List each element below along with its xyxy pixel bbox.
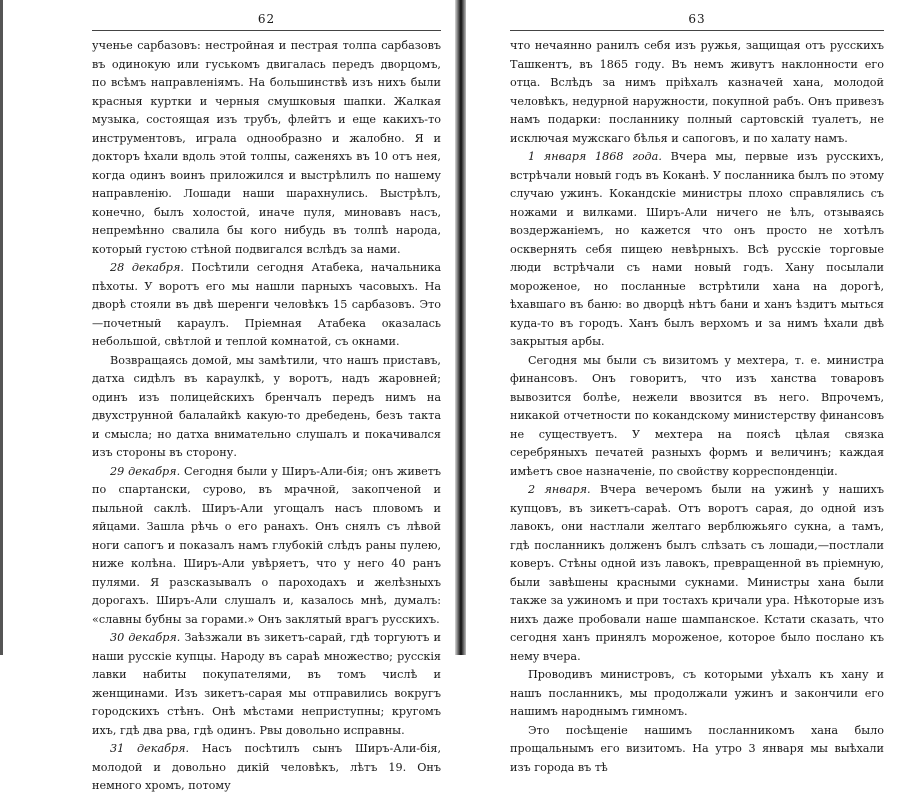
paragraph [510,722,884,778]
paragraph-text: Это посѣщеніе нашимъ посланникомъ хана было прощальнымъ его визитомъ. На утро 3 января мы выѣхали изъ города въ тѣ [510,723,884,774]
left-page-number: 62 [257,12,276,26]
paragraph-text: Насъ посѣтилъ сынъ Ширъ-Али-бія, молодой и довольно дикій человѣкъ, лѣтъ 19. Онъ немного хромъ, потому [92,742,441,792]
paragraph [92,463,441,630]
entry-date: 2 января. [528,483,591,496]
paragraph-text: Посѣтили сегодня Атабека, начальника пѣхоты. У воротъ его мы нашли парныхъ часовыхъ. На дворѣ стояли въ двѣ шеренги человѣкъ 15 сарбазовъ. Это—почетный караулъ. Пріемная Атабека оказалась небольшой, свѣтлой и теплой комнатой, съ окнами. [92,261,441,348]
paragraph [92,740,441,796]
paragraph-text: что нечаянно ранилъ себя изъ ружья, защищая отъ русскихъ Ташкентъ, въ 1865 году. Въ немъ живутъ наклонности его отца. Вслѣдъ за нимъ пріѣхалъ казначей хана, молодой человѣкъ, недурной наружности, покупной рабъ. Онъ привезъ намъ подарки: посланнику полный сартовскій туалетъ, не исключая мужскаго бѣлья и сапоговъ, и по халату намъ. [510,39,884,145]
paragraph-text: Вчера мы, первые изъ русскихъ, встрѣчали новый годъ въ Коканѣ. У посланника былъ по этому случаю ужинъ. Кокандскіе министры плохо справлялись съ ножами и вилками. Ширъ-Али ничего не ѣлъ, отзываясь воздержаніемъ, но кажется что онъ просто не хотѣлъ осквернять себя пищею невѣрныхъ. Всѣ русскіе торговые люди встрѣчали съ нами новый годъ. Хану посылали мороженое, но посланные встрѣтили хана на дорогѣ, ѣхавшаго въ баню: во дворцѣ нѣтъ бани и ханъ ѣздитъ мыться куда-то въ городъ. Ханъ былъ верхомъ и за нимъ ѣхали двѣ закрытыя арбы. [510,150,884,348]
paragraph [92,259,441,352]
paragraph-text: Проводивъ министровъ, съ которыми уѣхалъ къ хану и нашъ посланникъ, мы продолжали ужинъ и закончили его нашимъ народнымъ гимномъ. [510,668,884,718]
paragraph [510,666,884,722]
paragraph [510,352,884,482]
paragraph [510,481,884,666]
right-page-text [510,37,884,777]
left-header-rule [92,30,441,31]
paragraph [92,352,441,463]
paragraph-text: Вчера вечеромъ были на ужинѣ у нашихъ купцовъ, въ зикетъ-сараѣ. Отъ воротъ сарая, до одной изъ лавокъ, они настлали желтаго верблюжьяго сукна, а тамъ, гдѣ посланникъ долженъ былъ слѣзать съ лошади,—постлали коверъ. Стѣны одной изъ лавокъ, превращенной въ пріемную, были завѣшены красными сукнами. Министры хана были также за ужиномъ и при тостахъ кричали ура. Нѣкоторые изъ нихъ даже пробовали наше шампанское. Кстати сказать, что сегодня ханъ принялъ мороженое, которое было послано къ нему вчера. [510,483,884,663]
paragraph [92,629,441,740]
paragraph-text: Заѣзжали въ зикетъ-сарай, гдѣ торгуютъ и наши русскіе купцы. Народу въ сараѣ множество; русскія лавки набиты покупателями, въ томъ числѣ и женщинами. Изъ зикетъ-сарая мы отправились вокругъ городскихъ стѣнъ. Онѣ мѣстами неприступны; кругомъ ихъ, гдѣ два рва, гдѣ одинъ. Рвы довольно исправны. [92,631,441,737]
paragraph-text: ученье сарбазовъ: нестройная и пестрая толпа сарбазовъ въ одинокую или гуськомъ двигалась передъ дворцомъ, по всѣмъ направленіямъ. На большинствѣ изъ нихъ были красныя куртки и черныя смушковыя шапки. Жалкая музыка, состоящая изъ трубъ, флейтъ и еще какихъ-то инструментовъ, играла однообразно и жалобно. Я и докторъ ѣхали вдоль этой толпы, саженяхъ въ 10 отъ нея, когда одинъ воинъ приложился и выстрѣлилъ по нашему направленію. Лошади наши шарахнулись. Выстрѣлъ, конечно, былъ холостой, иначе пуля, миновавъ насъ, непремѣнно свалила бы кого нибудь въ толпѣ народа, который густою стѣной подвигался вслѣдъ за нами. [92,39,441,256]
left-page-text [92,37,441,796]
paragraph [510,148,884,352]
paragraph-text: Сегодня мы были съ визитомъ у мехтера, т. е. министра финансовъ. Онъ говоритъ, что изъ ханства товаровъ вывозится болѣе, нежели ввозится въ него. Впрочемъ, никакой отчетности по кокандскому министерству финансовъ не существуетъ. У мехтера на поясѣ цѣлая связка серебряныхъ печатей разныхъ формъ и величинъ; каждая имѣетъ свое назначеніе, по свойству корреспонденціи. [510,353,884,478]
paragraph [92,37,441,259]
right-page-number: 63 [688,12,706,26]
paragraph-text: Сегодня были у Ширъ-Али-бія; онъ живетъ по спартански, сурово, въ мрачной, закопченой и пыльной саклѣ. Ширъ-Али угощалъ насъ пловомъ и яйцами. Зашла рѣчь о его ранахъ. Онъ снялъ съ лѣвой ноги сапогъ и показалъ намъ глубокій слѣдъ раны пулею, ниже колѣна. Ширъ-Али увѣряетъ, что у него 40 ранъ пулями. Я разсказывалъ о пароходахъ и желѣзныхъ дорогахъ. Ширъ-Али слушалъ и, казалось мнѣ, думалъ: «славны бубны за горами.» Онъ заклятый врагъ русскихъ. [92,464,442,626]
entry-date: 1 января 1868 года. [528,150,662,163]
right-page [466,0,900,774]
paragraph-text: Возвращаясь домой, мы замѣтили, что нашъ приставъ, датха сидѣлъ въ караулкѣ, у воротъ, надъ жаровней; одинъ изъ полицейскихъ бренчалъ передъ нимъ на двухструнной балалайкѣ какую-то дребедень, безъ такта и смысла; но датха внимательно слушалъ и покачивался изъ стороны въ сторону. [92,353,441,459]
entry-date: 31 декабря. [110,742,190,755]
entry-date: 29 декабря. [110,464,181,478]
entry-date: 28 декабря. [110,261,184,274]
book-gutter [455,0,466,655]
paragraph [510,37,884,148]
entry-date: 30 декабря. [110,631,181,644]
right-header-rule [510,30,884,31]
